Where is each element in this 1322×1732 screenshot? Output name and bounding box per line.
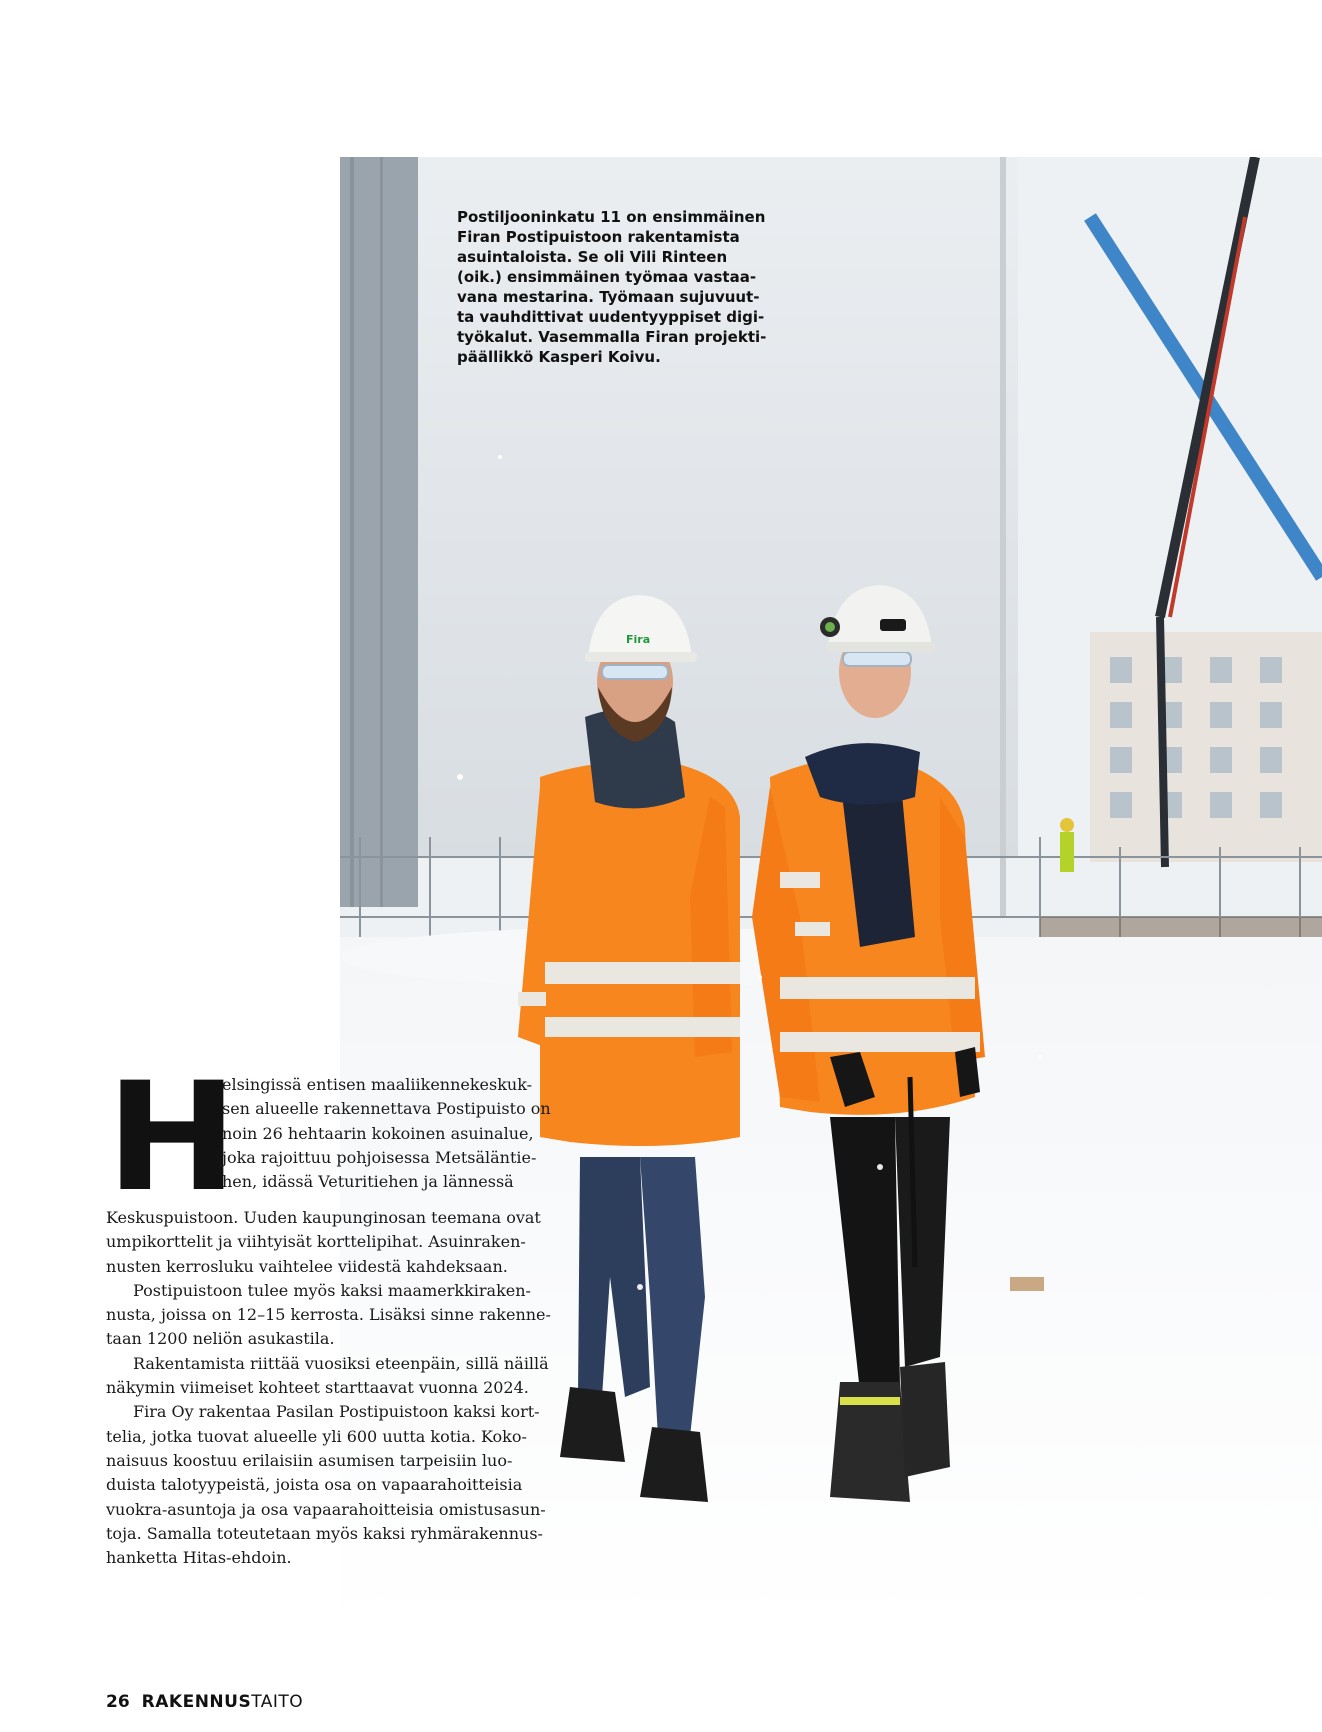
article-line: Postipuistoon tulee myös kaksi maamerkkiraken-: [133, 1280, 531, 1300]
magazine-name: [142, 1692, 304, 1712]
caption-line: Firan Postipuistoon rakentamista: [457, 228, 740, 246]
helmet-logo: Fira: [626, 633, 651, 646]
magazine-name-bold: RAKENNUS: [141, 1692, 252, 1712]
caption-line: asuintaloista. Se oli Vili Rinteen: [457, 248, 728, 266]
drop-cap: H: [106, 1051, 238, 1225]
article-intro-lines: [222, 1073, 582, 1194]
caption-line: työkalut. Vasemmalla Firan projekti-: [457, 328, 767, 346]
article-rest-lines: [106, 1206, 586, 1570]
article-line: hen, idässä Veturitiehen ja lännessä: [222, 1172, 514, 1192]
caption-line: Postiljooninkatu 11 on ensimmäinen: [457, 208, 766, 226]
article-line: nusten kerrosluku vaihtelee viidestä kahdeksaan.: [106, 1256, 508, 1276]
article-line: elsingissä entisen maaliikennekeskuk-: [222, 1075, 533, 1094]
photo-caption: [457, 207, 777, 367]
caption-line: ta vauhdittivat uudentyyppiset digi-: [457, 308, 765, 326]
article-line: duista talotyypeistä, joista osa on vapaarahoitteisia: [106, 1475, 523, 1495]
page-footer: [106, 1692, 303, 1712]
article-line: sen alueelle rakennettava Postipuisto on: [222, 1099, 551, 1119]
article-line: vuokra-asuntoja ja osa vapaarahoitteisia omistusasun-: [106, 1499, 546, 1519]
caption-line: (oik.) ensimmäinen työmaa vastaa-: [457, 268, 757, 286]
article-line: Fira Oy rakentaa Pasilan Postipuistoon kaksi kort-: [133, 1402, 540, 1422]
article-line: umpikorttelit ja viihtyisät korttelipihat. Asuinraken-: [106, 1232, 526, 1252]
article-line: naisuus koostuu erilaisiin asumisen tarpeisiin luo-: [106, 1450, 513, 1470]
article-line: Rakentamista riittää vuosiksi eteenpäin, sillä näillä: [133, 1353, 549, 1373]
caption-line: vana mestarina. Työmaan sujuvuut-: [457, 288, 760, 306]
article-line: taan 1200 neliön asukastila.: [106, 1329, 335, 1349]
article-line: noin 26 hehtaarin kokoinen asuinalue,: [222, 1123, 534, 1143]
article-line: joka rajoittuu pohjoisessa Metsäläntie-: [222, 1147, 537, 1167]
caption-line: päällikkö Kasperi Koivu.: [457, 348, 661, 366]
article-line: näkymin viimeiset kohteet starttaavat vuonna 2024.: [106, 1378, 529, 1398]
article-line: telia, jotka tuovat alueelle yli 600 uutta kotia. Koko-: [106, 1426, 527, 1446]
magazine-name-light: TAITO: [251, 1692, 304, 1712]
article-line: nusta, joissa on 12–15 kerrosta. Lisäksi sinne rakenne-: [106, 1305, 551, 1325]
article-line: Keskuspuistoon. Uuden kaupunginosan teemana ovat: [106, 1208, 541, 1227]
article-line: toja. Samalla toteutetaan myös kaksi ryhmärakennus-: [106, 1523, 543, 1543]
article-line: hanketta Hitas-ehdoin.: [106, 1548, 292, 1568]
page-number: 26: [106, 1692, 130, 1712]
